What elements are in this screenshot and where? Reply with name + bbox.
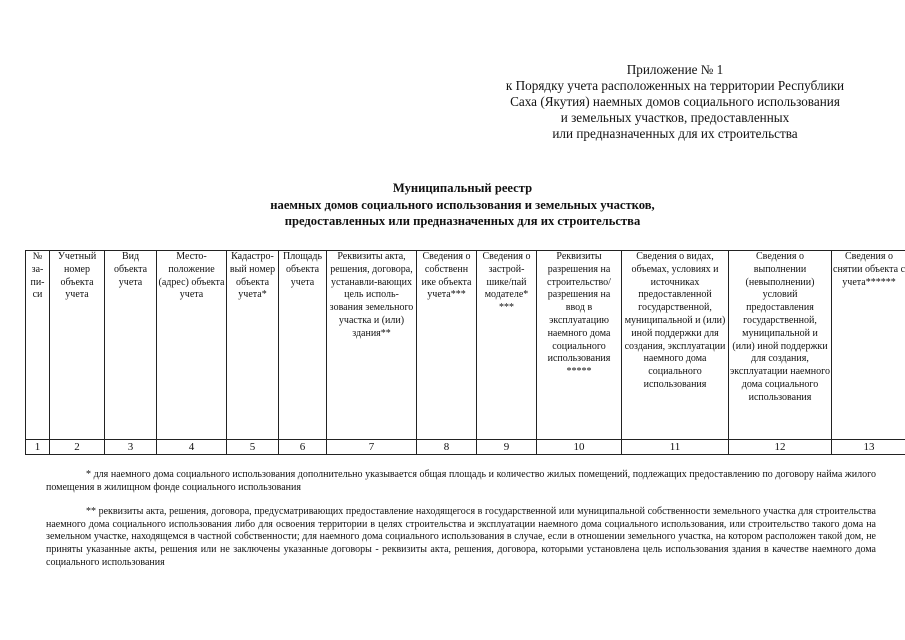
title-line: Муниципальный реестр: [392, 181, 533, 195]
footnote-2: [46, 506, 876, 570]
header-cell-deregistration: Сведения о снятии объекта с учета******: [832, 251, 905, 440]
header-cell-record-number: № за-пи-си: [26, 251, 50, 440]
column-number: 6: [279, 440, 327, 455]
footnote-1: [46, 469, 876, 494]
document-title: [30, 180, 895, 230]
appendix-line: к Порядку учета расположенных на территории Республики: [505, 78, 845, 93]
header-cell-support-conditions: Сведения о выполнении (невыполнении) условий предоставления государственной, муниципальной и (или) иной поддержки для создания, эксплуатации наемного дома социального использования: [729, 251, 832, 440]
appendix-line: или предназначенных для их строительства: [552, 126, 798, 141]
title-line: предоставленных или предназначенных для их строительства: [284, 214, 641, 228]
header-cell-cadastral-number: Кадастро-вый номер объекта учета*: [227, 251, 279, 440]
column-number: 11: [622, 440, 729, 455]
header-cell-object-type: Вид объекта учета: [105, 251, 157, 440]
registry-table: [25, 250, 905, 455]
column-number: 7: [327, 440, 417, 455]
column-number: 13: [832, 440, 905, 455]
header-cell-account-number: Учетный номер объекта учета: [50, 251, 105, 440]
header-cell-owner: Сведения о собственн ике объекта учета***: [417, 251, 477, 440]
appendix-line: и земельных участков, предоставленных: [560, 110, 790, 125]
column-number: 4: [157, 440, 227, 455]
header-cell-area: Площадь объекта учета: [279, 251, 327, 440]
column-number: 1: [26, 440, 50, 455]
appendix-line: Приложение № 1: [626, 62, 724, 77]
header-cell-permit-details: Реквизиты разрешения на строительство/ разрешения на ввод в эксплуатацию наемного дома социального использования *****: [537, 251, 622, 440]
footnote-text: * для наемного дома социального использования дополнительно указывается общая площадь и количество жилых помещений, подлежащих предоставлению по договору найма жилого помещения в жилищном фонде социального использования: [46, 469, 876, 493]
header-cell-location: Место-положение (адрес) объекта учета: [157, 251, 227, 440]
column-number: 9: [477, 440, 537, 455]
column-number: 5: [227, 440, 279, 455]
footnote-text: ** реквизиты акта, решения, договора, предусматривающих предоставление находящегося в государственной или муниципальной собственности земельного участка для строительства наемного дома социального использования либо для освоения территории в целях строительства и эксплуатации наемного дома социального использования, или строительство такого дома на земельном участке, находящемся в частной собственности; для наемного дома социального использования в случае, если в отношении земельного участка, на котором расположен такой дом, не приняты указанные акты, решения или не заключены указанные договоры - реквизиты акта, решения, договора, которыми установлена цель использования здания в качестве наемного дома социального использования: [46, 506, 876, 568]
header-cell-act-details: Реквизиты акта, решения, договора, устанавли-вающих цель исполь-зования земельного участка и (или) здания**: [327, 251, 417, 440]
column-number: 8: [417, 440, 477, 455]
column-number: 3: [105, 440, 157, 455]
column-number: 2: [50, 440, 105, 455]
header-cell-developer: Сведения о застрой-шике/пай модателе* ***: [477, 251, 537, 440]
column-number: 10: [537, 440, 622, 455]
appendix-heading: [440, 62, 905, 142]
table-header-row: [26, 251, 905, 440]
appendix-line: Саха (Якутия) наемных домов социального использования: [510, 94, 840, 109]
header-cell-support-info: Сведения о видах, объемах, условиях и источниках предоставленной государственной, муниципальной и (или) иной поддержки для создания, эксплуатации наемного дома социального использования: [622, 251, 729, 440]
column-number: 12: [729, 440, 832, 455]
table-number-row: [26, 440, 905, 455]
title-line: наемных домов социального использования и земельных участков,: [270, 197, 655, 212]
